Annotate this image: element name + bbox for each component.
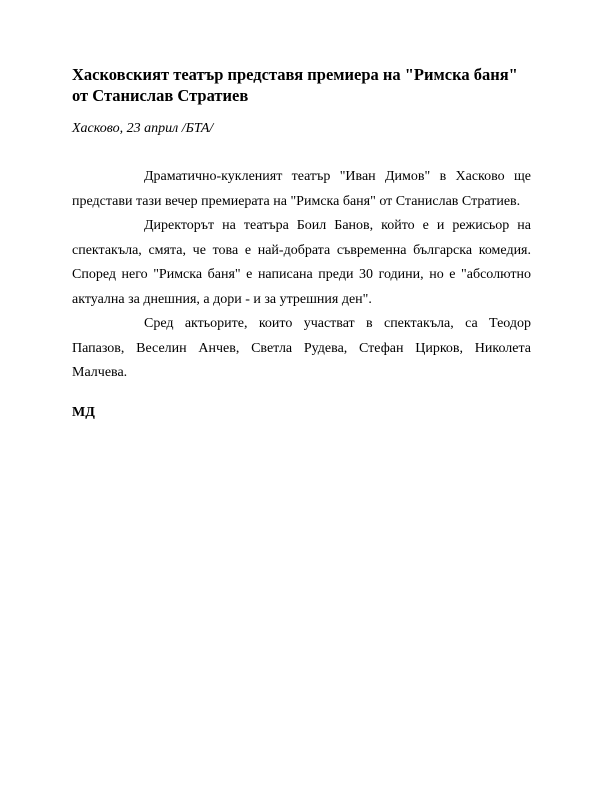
article-paragraph-3: Сред актьорите, които участват в спектакъла, са Теодор Папазов, Веселин Анчев, Светла Рудева, Стефан Цирков, Николета Малчева. [72, 316, 531, 380]
article-paragraph-1: Драматично-кукленият театър "Иван Димов" в Хасково ще представи тази вечер премиерата на "Римска баня" от Станислав Стратиев. [72, 169, 531, 209]
article-paragraph-2: Директорът на театъра Боил Банов, който е и режисьор на спектакъла, смята, че това е най-добрата съвременна българска комедия. Според него "Римска баня" е написана преди 30 години, но е "абсолютно актуална за днешния, а дори - и за утрешния ден". [72, 218, 531, 307]
article-dateline: Хасково, 23 април /БТА/ [72, 121, 214, 136]
author-signature: МД [72, 404, 95, 420]
document-page [72, 64, 531, 423]
article-body [72, 165, 531, 386]
article-title: Хасковският театър представя премиера на "Римска баня" от Станислав Стратиев [72, 65, 518, 105]
